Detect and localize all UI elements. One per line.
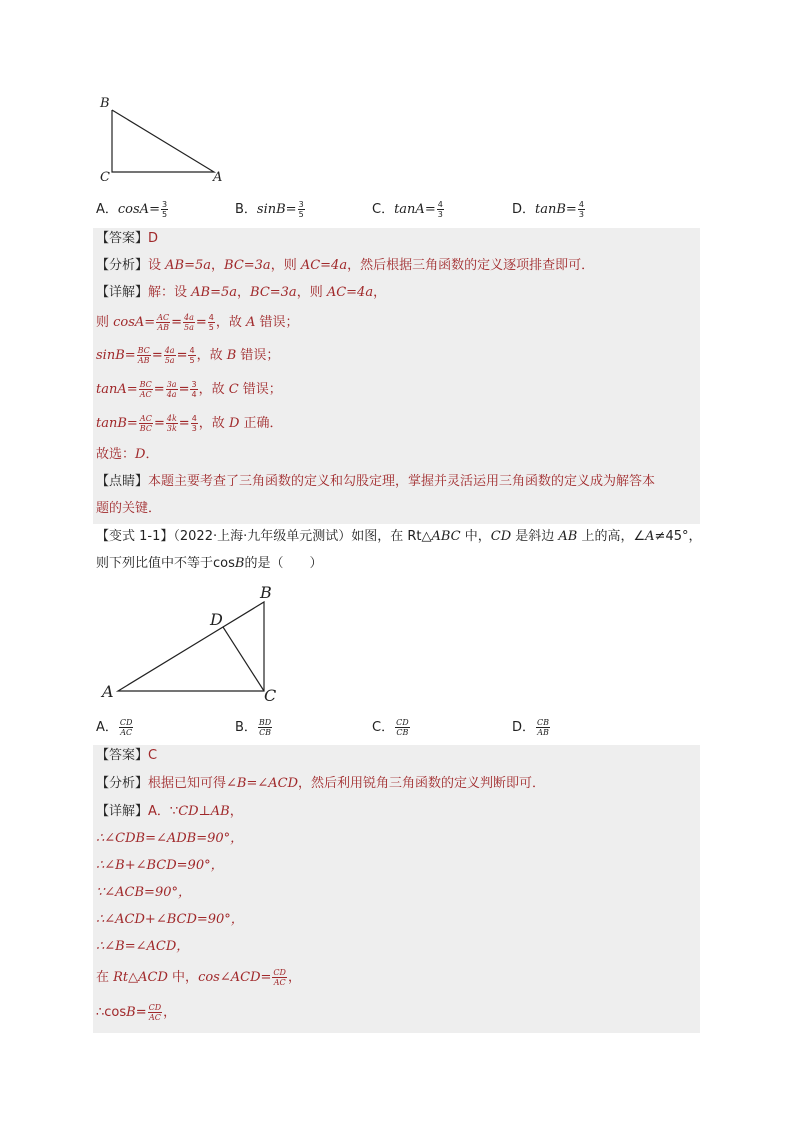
q2-stem-line-2: 则下列比值中不等于cosB的是（ ） — [96, 556, 323, 571]
q2-step-1: ∴∠CDB=∠ADB=90°， — [96, 831, 244, 846]
q2-step-5: ∴∠B=∠ACD， — [96, 939, 190, 954]
q1-cos-line: 则 cosA= $\frac{AC}{AB}$ = $\frac{4a}{5a}$ = $\frac{4}{5}$ ，故 A 错误； — [96, 313, 299, 332]
q2-answer-line: 【答案】C — [96, 748, 158, 763]
q2-option-b: B． $\frac{BD}{CB}$ — [235, 718, 272, 737]
q2-step-2: ∴∠B+∠BCD=90°， — [96, 858, 224, 873]
q1-answer-line: 【答案】D — [96, 231, 159, 246]
q1-choose-line: 故选：D． — [96, 447, 159, 462]
q1-tana-line: tanA= $\frac{BC}{AC}$ = $\frac{3a}{4a}$ = $\frac{3}{4}$ ，故 C 错误； — [96, 380, 282, 399]
q2-option-a: A． $\frac{CD}{AC}$ — [96, 718, 133, 737]
vertex-label-c: C — [264, 686, 277, 705]
q2-step-4: ∴∠ACD+∠BCD=90°， — [96, 912, 244, 927]
q2-rt-line: 在 Rt△ACD 中，cos∠ACD= $\frac{CD}{AC}$ ， — [96, 968, 301, 987]
q1-tanb-line: tanB= $\frac{AC}{BC}$ = $\frac{4k}{3k}$ = $\frac{4}{3}$ ，故 D 正确． — [96, 414, 283, 433]
figure-1 — [96, 92, 236, 187]
vertex-label-a: A — [213, 170, 223, 185]
vertex-label-b: B — [260, 583, 272, 602]
figure-2 — [96, 582, 296, 712]
vertex-label-b: B — [100, 96, 110, 111]
q2-conclusion-line: ∴cosB= $\frac{CD}{AC}$ ， — [96, 1003, 177, 1022]
q1-option-c: C．tanA= $\frac{4}{3}$ — [372, 200, 443, 219]
q2-analysis-line: 【分析】根据已知可得∠B=∠ACD，然后利用锐角三角函数的定义判断即可． — [96, 776, 546, 791]
q2-stem-line-1: 【变式 1-1】（2022·上海·九年级单元测试）如图，在 Rt△ABC 中，CD 是斜边 AB 上的高，∠A≠45°， — [96, 529, 702, 544]
q2-detail-line: 【详解】A．∵CD⊥AB， — [96, 804, 243, 819]
q1-detail-line: 【详解】解：设 AB=5a，BC=3a，则 AC=4a， — [96, 285, 387, 300]
q1-option-a: A．cosA= $\frac{3}{5}$ — [96, 200, 168, 219]
q1-sin-line: sinB= $\frac{BC}{AB}$ = $\frac{4a}{5a}$ = $\frac{4}{5}$ ，故 B 错误； — [96, 346, 280, 365]
q2-step-3: ∵∠ACB=90°， — [96, 885, 191, 900]
vertex-label-c: C — [100, 170, 110, 185]
q1-comment-line-1: 【点睛】本题主要考查了三角函数的定义和勾股定理，掌握并灵活运用三角函数的定义成为解答本 — [96, 474, 656, 489]
q1-option-b: B．sinB= $\frac{3}{5}$ — [235, 200, 304, 219]
q1-option-d: D．tanB= $\frac{4}{3}$ — [512, 200, 584, 219]
q2-option-c: C． $\frac{CD}{CB}$ — [372, 718, 409, 737]
vertex-label-a: A — [102, 682, 114, 701]
q1-analysis-line: 【分析】设 AB=5a，BC=3a，则 AC=4a，然后根据三角函数的定义逐项排查即可． — [96, 258, 595, 273]
vertex-label-d: D — [210, 610, 223, 629]
q2-option-d: D． $\frac{CB}{AB}$ — [512, 718, 550, 737]
q1-comment-line-2: 题的关键． — [96, 501, 162, 516]
